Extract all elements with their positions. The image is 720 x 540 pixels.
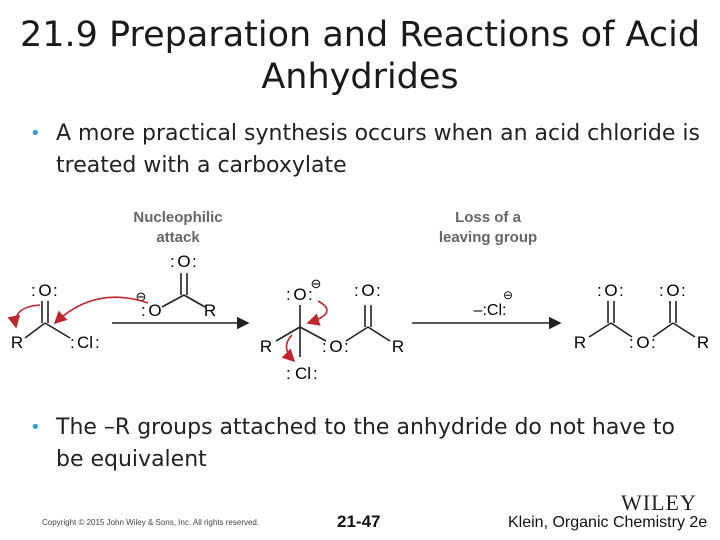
curved-arrow [16,305,41,327]
copyright-notice: Copyright © 2015 John Wiley & Sons, Inc. All rights reserved. [42,518,260,527]
anhydride-product [574,281,709,352]
bullet-marker: • [30,417,41,438]
acid-chloride-molecule [11,281,100,352]
bullet-text: The –R groups attached to the anhydride do not have to be equivalent [56,415,675,472]
lone-pair-dots: : [619,281,624,300]
page-title [0,14,720,98]
charge-minus-icon: ⊖ [310,276,322,291]
lone-pair-dots: : [31,281,36,300]
lone-pair-dots: : [95,333,100,352]
bullet-marker: • [30,123,41,144]
atom-r: R [573,333,587,352]
bond [589,323,611,337]
atom-o: O [361,281,375,300]
tetrahedral-intermediate [260,276,404,383]
curved-arrow [308,301,327,323]
atom-cl: Cl [76,333,94,352]
lone-pair-dots: : [141,301,146,320]
lone-pair-dots: : [286,364,291,383]
bond [162,295,184,307]
title-line-1: 21.9 Preparation and Reactions of Acid [19,15,701,55]
lone-pair-dots: : [651,333,656,352]
atom-r: R [391,337,405,356]
lone-pair-dots: : [659,281,664,300]
charge-minus-icon: ⊖ [135,289,147,304]
lone-pair-dots: : [376,281,381,300]
curved-arrow [55,297,148,323]
lone-pair-dots: : [344,337,349,356]
atom-o: O [177,252,191,271]
textbook-credit: Klein, Organic Chemistry 2e [508,514,708,531]
bullet-text: A more practical synthesis occurs when an acid chloride is treated with a carboxylate [56,121,700,178]
lone-pair-dots: : [53,281,58,300]
step1-label-line1: Nucleophilic [133,209,223,226]
charge-minus-icon: ⊖ [502,288,514,302]
atom-o: O [329,337,343,356]
lone-pair-dots: : [170,252,175,271]
atom-cl: Cl [294,364,312,383]
atom-o: O [293,285,307,304]
lone-pair-dots: : [70,333,75,352]
atom-o: O [38,281,52,300]
lone-pair-dots: : [354,281,359,300]
bond [184,295,205,307]
step2-label-line1: Loss of a [455,209,521,226]
lone-pair-dots: : [313,364,318,383]
slide-number: 21-47 [337,512,381,531]
lone-pair-dots: : [286,285,291,304]
atom-r: R [10,333,24,352]
atom-r: R [203,301,217,320]
lone-pair-dots: : [192,252,197,271]
title-line-2: Anhydrides [261,57,459,97]
bond [653,323,673,337]
leaving-group: –:Cl: [473,302,507,319]
curved-arrow [286,335,294,361]
bond [673,323,695,337]
publisher-logo: WILEY [621,490,697,515]
bond [368,327,390,341]
atom-r: R [259,337,273,356]
bond [45,323,70,338]
atom-r: R [696,333,710,352]
atom-o: O [636,333,650,352]
atom-o: O [148,301,162,320]
atom-o: O [604,281,618,300]
step2-label-line2: leaving group [438,229,538,246]
lone-pair-dots: : [322,337,327,356]
bullet-item-1 [30,118,700,182]
reaction-scheme [0,195,720,395]
bullet-item-2 [30,412,700,476]
lone-pair-dots: : [629,333,634,352]
bond [346,327,368,341]
step1-label-line2: attack [156,229,200,246]
lone-pair-dots: : [681,281,686,300]
lone-pair-dots: : [308,285,313,304]
lone-pair-dots: : [597,281,602,300]
bond [25,323,45,338]
atom-o: O [666,281,680,300]
carboxylate-molecule [136,252,217,320]
